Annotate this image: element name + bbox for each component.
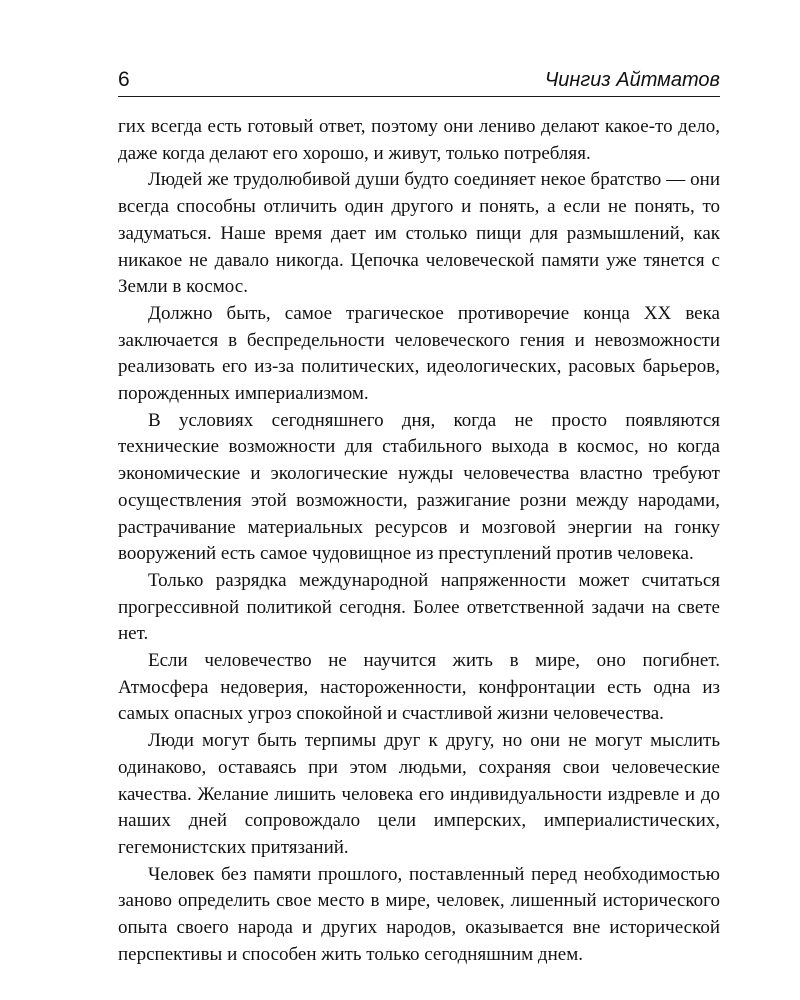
paragraph: В условиях сегодняшнего дня, когда не просто появляются технические возможности для стабильного выхода в космос, но когда экономические и экологические нужды человечества властно требуют осуществления этой возможности, разжигание розни между народами, растрачивание материальных ресурсов и мозговой энергии на гонку вооружений есть самое чудовищное из преступлений против человека.: [118, 409, 720, 565]
paragraph: Людей же трудолюбивой души будто соединяет некое братство — они всегда способны отличить один другого и понять, а если не понять, то задуматься. Наше время дает им столько пищи для размышлений, как никакое не давало никогда. Цепочка человеческой памяти уже тянется с Земли в космос.: [118, 169, 720, 298]
page-header: [118, 60, 720, 97]
paragraph: Должно быть, самое трагическое противоречие конца XX века заключается в беспредельности человеческого гения и невозможности реализовать его из-за политических, идеологических, расовых барьеров, порожденных империализмом.: [118, 302, 720, 405]
paragraph: гих всегда есть готовый ответ, поэтому они лениво делают какое-то дело, даже когда делают его хорошо, и живут, только потребляя.: [118, 116, 720, 164]
paragraph: Люди могут быть терпимы друг к другу, но они не могут мыслить одинаково, оставаясь при этом людьми, сохраняя свои человеческие качества. Желание лишить человека его индивидуальности издревле и до наших дней сопровождало цели имперских, империалистических, гегемонистских притязаний.: [118, 730, 720, 858]
book-page: [118, 60, 720, 969]
paragraph: Только разрядка международной напряженности может считаться прогрессивной политикой сегодня. Более ответственной задачи на свете нет.: [118, 569, 720, 645]
page-number: 6: [118, 68, 130, 91]
paragraph: Человек без памяти прошлого, поставленный перед необходимостью заново определить свое место в мире, человек, лишенный исторического опыта своего народа и других народов, оказывается вне исторической перспективы и способен жить только сегодняшним днем.: [118, 863, 720, 965]
running-title: Чингиз Айтматов: [544, 69, 720, 91]
body-text: [118, 114, 720, 969]
paragraph: Если человечество не научится жить в мире, оно погибнет. Атмосфера недоверия, настороженности, конфронтации есть одна из самых опасных угроз спокойной и счастливой жизни человечества.: [118, 650, 720, 725]
